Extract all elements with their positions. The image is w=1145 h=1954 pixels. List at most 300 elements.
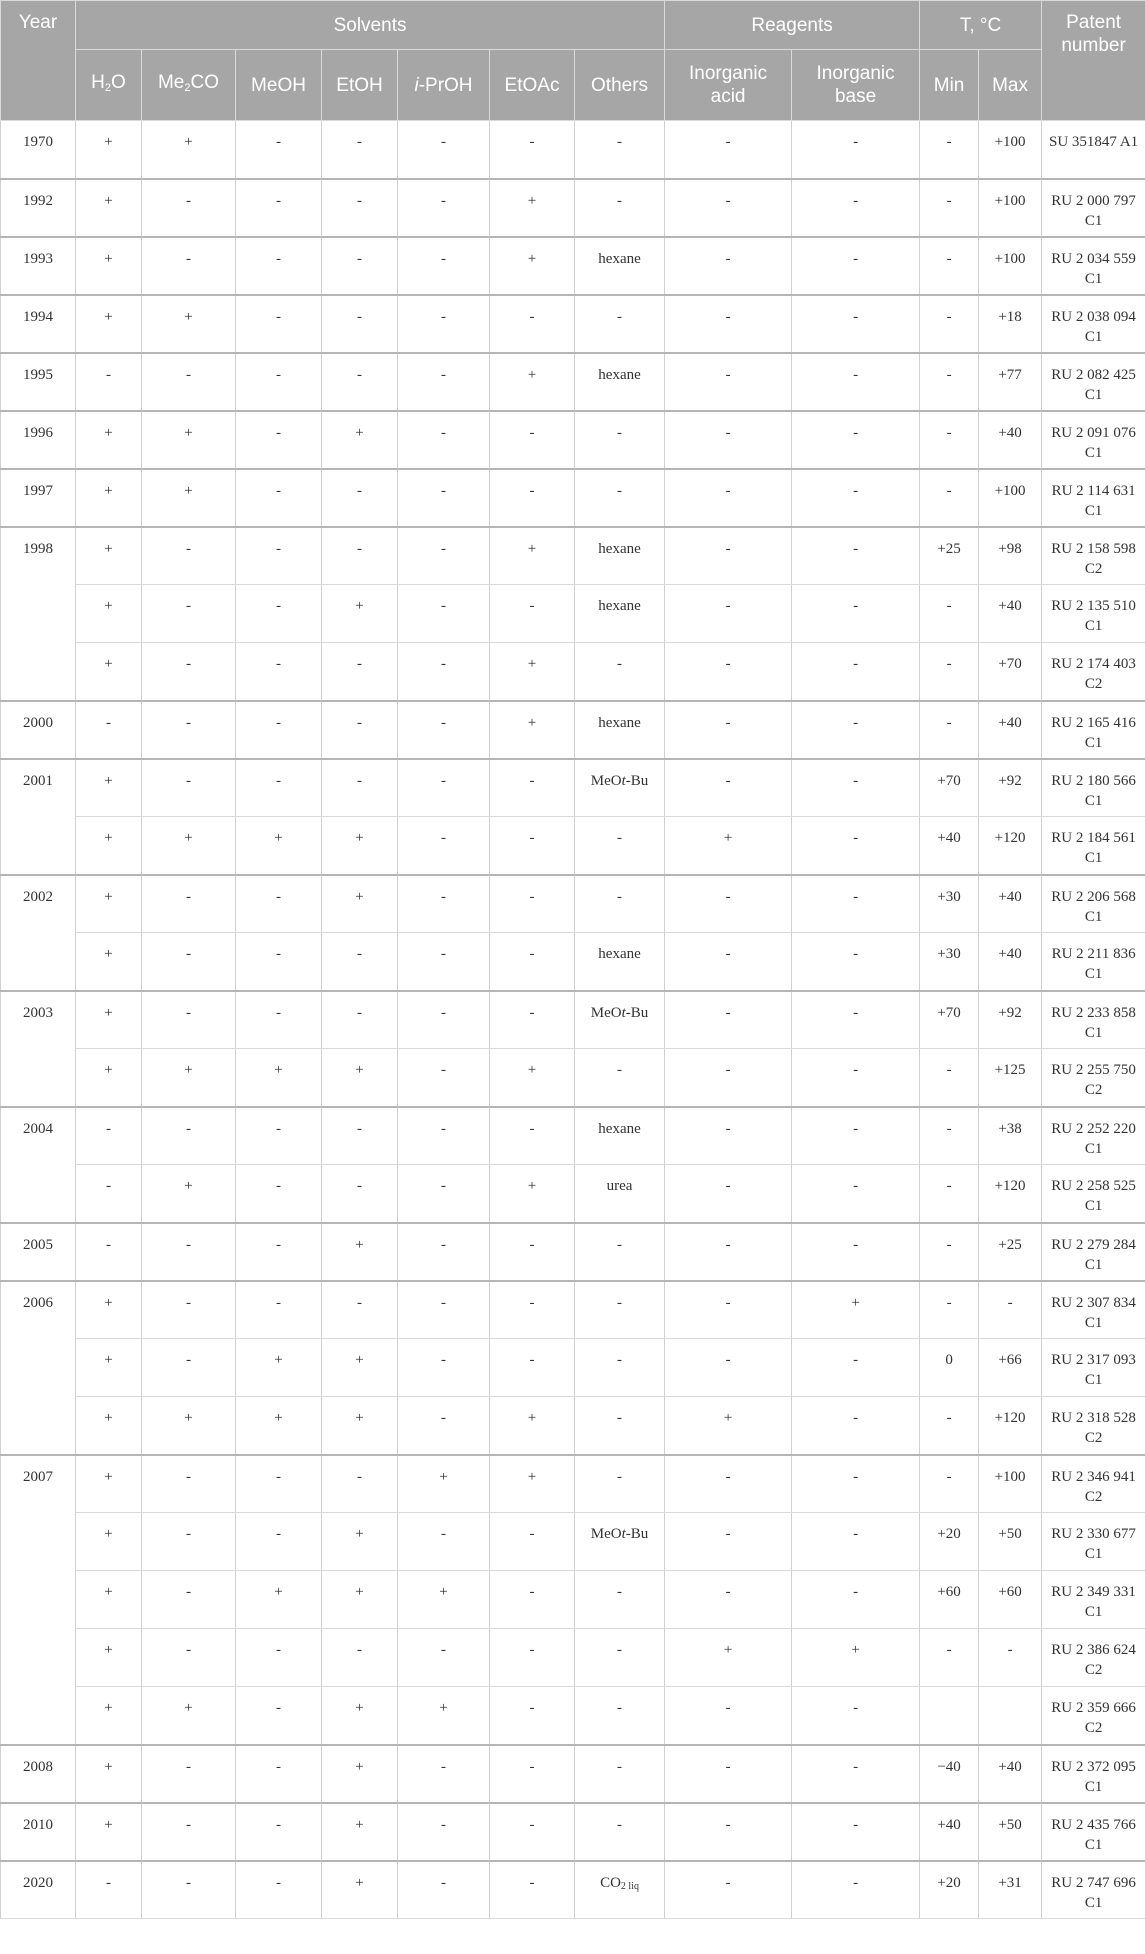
etoac-cell: - — [490, 295, 575, 353]
min-temp-cell: - — [920, 469, 979, 527]
patent-number-cell: RU 2 317 093 C1 — [1042, 1339, 1145, 1397]
inorganic-acid-cell: - — [665, 295, 792, 353]
others-cell: - — [575, 1223, 665, 1281]
inorganic-acid-cell: - — [665, 1223, 792, 1281]
me2co-cell: - — [142, 1281, 236, 1339]
patent-number-cell: RU 2 258 525 C1 — [1042, 1165, 1145, 1223]
me2co-cell: - — [142, 643, 236, 701]
max-temp-cell: - — [979, 1629, 1042, 1687]
etoac-cell: + — [490, 643, 575, 701]
patent-number-cell: RU 2 082 425 C1 — [1042, 353, 1145, 411]
inorganic-base-cell: - — [792, 1687, 920, 1745]
patent-number-cell: RU 2 318 528 C2 — [1042, 1397, 1145, 1455]
table-row — [1, 643, 1145, 701]
others-cell: - — [575, 1745, 665, 1803]
max-temp-cell: +100 — [979, 1455, 1042, 1513]
others-cell: MeOt-Bu — [575, 1513, 665, 1571]
meoh-cell: - — [236, 643, 322, 701]
max-temp-cell: +100 — [979, 469, 1042, 527]
inorganic-base-cell: - — [792, 1339, 920, 1397]
h2o-cell: + — [76, 237, 142, 295]
etoh-cell: + — [322, 1571, 398, 1629]
meoh-cell: - — [236, 1629, 322, 1687]
etoh-cell: + — [322, 1223, 398, 1281]
others-cell: - — [575, 1281, 665, 1339]
etoac-cell: + — [490, 1049, 575, 1107]
etoac-cell: - — [490, 1223, 575, 1281]
others-cell: hexane — [575, 353, 665, 411]
table-row — [1, 817, 1145, 875]
year-cell: 2010 — [1, 1803, 76, 1861]
etoh-cell: - — [322, 179, 398, 237]
me2co-cell: - — [142, 1107, 236, 1165]
year-cell: 2004 — [1, 1107, 76, 1223]
etoac-cell: - — [490, 1629, 575, 1687]
me2co-cell: - — [142, 991, 236, 1049]
inorganic-base-cell: - — [792, 817, 920, 875]
others-cell: hexane — [575, 527, 665, 585]
patent-number-cell: RU 2 038 094 C1 — [1042, 295, 1145, 353]
iproh-cell: + — [398, 1687, 490, 1745]
etoh-cell: + — [322, 1339, 398, 1397]
inorganic-acid-cell: - — [665, 875, 792, 933]
max-temp-cell: +66 — [979, 1339, 1042, 1397]
inorganic-acid-cell: - — [665, 1803, 792, 1861]
inorganic-base-cell: - — [792, 411, 920, 469]
meoh-cell: - — [236, 1513, 322, 1571]
others-cell: - — [575, 121, 665, 179]
max-temp-cell: +60 — [979, 1571, 1042, 1629]
etoh-cell: - — [322, 1165, 398, 1223]
etoac-cell: - — [490, 469, 575, 527]
solvents-header: Solvents — [76, 1, 665, 50]
inorganic-acid-cell: - — [665, 469, 792, 527]
table-row — [1, 469, 1145, 527]
iproh-cell: + — [398, 1571, 490, 1629]
table-row — [1, 1223, 1145, 1281]
patent-number-cell: RU 2 346 941 C2 — [1042, 1455, 1145, 1513]
meoh-cell: - — [236, 1107, 322, 1165]
iproh-cell: - — [398, 1107, 490, 1165]
others-cell: urea — [575, 1165, 665, 1223]
patent-number-cell: RU 2 174 403 C2 — [1042, 643, 1145, 701]
meoh-cell: - — [236, 1745, 322, 1803]
iproh-cell: - — [398, 295, 490, 353]
patent-number-cell: RU 2 307 834 C1 — [1042, 1281, 1145, 1339]
max-temp-cell: +40 — [979, 875, 1042, 933]
inorganic-base-cell: - — [792, 1455, 920, 1513]
iproh-cell: - — [398, 1745, 490, 1803]
table-row — [1, 991, 1145, 1049]
inorganic-base-cell: - — [792, 121, 920, 179]
etoac-cell: + — [490, 1455, 575, 1513]
inorganic-base-cell: - — [792, 1049, 920, 1107]
inorganic-base-cell: + — [792, 1629, 920, 1687]
min-temp-cell: - — [920, 179, 979, 237]
table-row — [1, 759, 1145, 817]
others-cell: - — [575, 875, 665, 933]
meoh-cell: - — [236, 1223, 322, 1281]
iproh-cell: - — [398, 585, 490, 643]
inorganic-acid-cell: - — [665, 411, 792, 469]
me2co-cell: - — [142, 701, 236, 759]
max-temp-cell: +77 — [979, 353, 1042, 411]
iproh-cell: - — [398, 179, 490, 237]
table-row — [1, 1455, 1145, 1513]
year-cell: 1998 — [1, 527, 76, 701]
inorganic-base-cell: - — [792, 179, 920, 237]
table-row — [1, 1745, 1145, 1803]
etoh-cell: + — [322, 1397, 398, 1455]
patent-number-cell: RU 2 255 750 C2 — [1042, 1049, 1145, 1107]
year-cell: 2001 — [1, 759, 76, 875]
min-temp-cell: +70 — [920, 759, 979, 817]
others-cell: - — [575, 1455, 665, 1513]
others-cell: MeOt-Bu — [575, 759, 665, 817]
me2co-cell: - — [142, 933, 236, 991]
h2o-cell: + — [76, 1455, 142, 1513]
min-temp-cell: +40 — [920, 1803, 979, 1861]
min-temp-cell: - — [920, 1165, 979, 1223]
table-row — [1, 1281, 1145, 1339]
etoh-cell: - — [322, 933, 398, 991]
patent-number-cell: RU 2 359 666 C2 — [1042, 1687, 1145, 1745]
inorganic-base-cell: - — [792, 1513, 920, 1571]
patent-number-cell: RU 2 386 624 C2 — [1042, 1629, 1145, 1687]
year-header: Year — [1, 1, 76, 121]
etoac-cell: - — [490, 411, 575, 469]
etoac-cell: + — [490, 353, 575, 411]
h2o-cell: + — [76, 875, 142, 933]
etoh-cell: - — [322, 121, 398, 179]
meoh-cell: - — [236, 1455, 322, 1513]
min-temp-cell: +20 — [920, 1513, 979, 1571]
meoh-cell: + — [236, 817, 322, 875]
inorganic-base-cell: - — [792, 237, 920, 295]
inorganic-acid-cell: - — [665, 759, 792, 817]
max-temp-cell: +40 — [979, 701, 1042, 759]
h2o-cell: + — [76, 1571, 142, 1629]
inorganic-acid-column-header: Inorganic acid — [665, 50, 792, 121]
others-cell: - — [575, 1629, 665, 1687]
min-temp-cell: +30 — [920, 933, 979, 991]
max-temp-cell: +50 — [979, 1803, 1042, 1861]
inorganic-acid-cell: - — [665, 527, 792, 585]
min-temp-cell: +25 — [920, 527, 979, 585]
iproh-cell: - — [398, 411, 490, 469]
meoh-cell: - — [236, 353, 322, 411]
etoh-cell: - — [322, 701, 398, 759]
table-row — [1, 1165, 1145, 1223]
me2co-cell: + — [142, 121, 236, 179]
h2o-cell: + — [76, 1049, 142, 1107]
table-row — [1, 1803, 1145, 1861]
inorganic-acid-cell: + — [665, 1629, 792, 1687]
inorganic-base-cell: - — [792, 875, 920, 933]
max-temp-cell: +120 — [979, 1397, 1042, 1455]
inorganic-acid-cell: - — [665, 1339, 792, 1397]
patent-number-cell: RU 2 349 331 C1 — [1042, 1571, 1145, 1629]
meoh-cell: - — [236, 1861, 322, 1919]
max-temp-cell — [979, 1687, 1042, 1745]
iproh-cell: - — [398, 1629, 490, 1687]
max-temp-cell: +40 — [979, 411, 1042, 469]
min-temp-cell: - — [920, 121, 979, 179]
h2o-cell: - — [76, 1165, 142, 1223]
inorganic-acid-cell: - — [665, 1165, 792, 1223]
iproh-cell: - — [398, 759, 490, 817]
inorganic-acid-cell: - — [665, 643, 792, 701]
h2o-cell: - — [76, 1861, 142, 1919]
table-row — [1, 527, 1145, 585]
inorganic-acid-cell: - — [665, 121, 792, 179]
iproh-cell: - — [398, 1513, 490, 1571]
me2co-cell: + — [142, 1687, 236, 1745]
min-temp-cell: - — [920, 411, 979, 469]
h2o-cell: + — [76, 527, 142, 585]
reagents-header: Reagents — [665, 1, 920, 50]
patent-number-cell: RU 2 165 416 C1 — [1042, 701, 1145, 759]
h2o-cell: + — [76, 469, 142, 527]
others-cell: hexane — [575, 585, 665, 643]
min-temp-cell: −40 — [920, 1745, 979, 1803]
meoh-cell: - — [236, 933, 322, 991]
etoh-cell: + — [322, 585, 398, 643]
inorganic-acid-cell: - — [665, 1049, 792, 1107]
iproh-cell: - — [398, 1049, 490, 1107]
etoh-cell: + — [322, 411, 398, 469]
inorganic-acid-cell: - — [665, 1687, 792, 1745]
iproh-cell: - — [398, 1861, 490, 1919]
others-cell: - — [575, 469, 665, 527]
etoac-cell: - — [490, 933, 575, 991]
me2co-cell: - — [142, 1745, 236, 1803]
year-cell: 2006 — [1, 1281, 76, 1455]
etoh-cell: + — [322, 1861, 398, 1919]
etoh-cell: - — [322, 991, 398, 1049]
min-temp-cell: - — [920, 1281, 979, 1339]
temperature-header: T, °C — [920, 1, 1042, 50]
table-row — [1, 1049, 1145, 1107]
h2o-cell: + — [76, 179, 142, 237]
me2co-cell: - — [142, 1339, 236, 1397]
etoac-cell: - — [490, 817, 575, 875]
min-temp-cell: - — [920, 1049, 979, 1107]
etoac-cell: - — [490, 121, 575, 179]
min-temp-cell: +20 — [920, 1861, 979, 1919]
iproh-cell: - — [398, 875, 490, 933]
min-temp-cell: +40 — [920, 817, 979, 875]
patent-number-cell: RU 2 184 561 C1 — [1042, 817, 1145, 875]
inorganic-base-cell: - — [792, 759, 920, 817]
inorganic-base-cell: - — [792, 701, 920, 759]
iproh-cell: - — [398, 1803, 490, 1861]
isopropanol-column-header: i-PrOH — [398, 50, 490, 121]
water-column-header: $H_2O$ — [76, 50, 142, 121]
h2o-cell: + — [76, 1397, 142, 1455]
table-row — [1, 933, 1145, 991]
table-row — [1, 875, 1145, 933]
me2co-cell: - — [142, 1455, 236, 1513]
others-cell: hexane — [575, 701, 665, 759]
h2o-cell: + — [76, 1745, 142, 1803]
me2co-cell: - — [142, 237, 236, 295]
etoac-cell: + — [490, 701, 575, 759]
min-temp-cell: +60 — [920, 1571, 979, 1629]
min-temp-cell: +30 — [920, 875, 979, 933]
table-row — [1, 1513, 1145, 1571]
etoac-cell: + — [490, 527, 575, 585]
inorganic-acid-cell: - — [665, 585, 792, 643]
patent-number-cell: RU 2 180 566 C1 — [1042, 759, 1145, 817]
meoh-cell: - — [236, 121, 322, 179]
h2o-cell: + — [76, 759, 142, 817]
others-cell: - — [575, 643, 665, 701]
max-temp-cell: +38 — [979, 1107, 1042, 1165]
inorganic-base-cell: + — [792, 1281, 920, 1339]
etoac-cell: - — [490, 1861, 575, 1919]
table-row — [1, 1339, 1145, 1397]
patent-number-cell: RU 2 091 076 C1 — [1042, 411, 1145, 469]
h2o-cell: + — [76, 585, 142, 643]
patent-number-cell: SU 351847 A1 — [1042, 121, 1145, 179]
patent-number-cell: RU 2 435 766 C1 — [1042, 1803, 1145, 1861]
h2o-cell: + — [76, 933, 142, 991]
table-row — [1, 295, 1145, 353]
table-row — [1, 353, 1145, 411]
min-temp-cell: - — [920, 1223, 979, 1281]
inorganic-acid-cell: - — [665, 1745, 792, 1803]
etoh-cell: - — [322, 643, 398, 701]
inorganic-acid-cell: - — [665, 179, 792, 237]
inorganic-acid-cell: - — [665, 237, 792, 295]
etoac-cell: + — [490, 237, 575, 295]
me2co-cell: - — [142, 179, 236, 237]
others-cell: - — [575, 1687, 665, 1745]
others-cell: CO2 liq — [575, 1861, 665, 1919]
inorganic-acid-cell: - — [665, 1513, 792, 1571]
h2o-cell: - — [76, 1107, 142, 1165]
max-temp-cell: +100 — [979, 179, 1042, 237]
others-cell: - — [575, 1339, 665, 1397]
meoh-cell: - — [236, 1687, 322, 1745]
min-temp-cell: - — [920, 1629, 979, 1687]
iproh-cell: - — [398, 1165, 490, 1223]
inorganic-base-cell: - — [792, 1745, 920, 1803]
me2co-cell: + — [142, 817, 236, 875]
me2co-cell: - — [142, 527, 236, 585]
others-cell: - — [575, 1803, 665, 1861]
year-cell: 2003 — [1, 991, 76, 1107]
etoac-cell: - — [490, 759, 575, 817]
iproh-cell: - — [398, 991, 490, 1049]
max-temp-cell: +120 — [979, 817, 1042, 875]
h2o-cell: + — [76, 1803, 142, 1861]
others-cell: - — [575, 1397, 665, 1455]
min-temp-cell: +70 — [920, 991, 979, 1049]
inorganic-base-cell: - — [792, 353, 920, 411]
meoh-cell: - — [236, 411, 322, 469]
inorganic-acid-cell: - — [665, 1861, 792, 1919]
inorganic-acid-cell: - — [665, 701, 792, 759]
meoh-cell: - — [236, 1803, 322, 1861]
h2o-cell: + — [76, 1513, 142, 1571]
others-cell: - — [575, 179, 665, 237]
meoh-cell: - — [236, 759, 322, 817]
me2co-cell: - — [142, 875, 236, 933]
inorganic-base-cell: - — [792, 933, 920, 991]
max-temp-cell: +31 — [979, 1861, 1042, 1919]
year-cell: 2008 — [1, 1745, 76, 1803]
meoh-cell: + — [236, 1339, 322, 1397]
patent-number-cell: RU 2 114 631 C1 — [1042, 469, 1145, 527]
patent-number-cell: RU 2 279 284 C1 — [1042, 1223, 1145, 1281]
iproh-cell: - — [398, 469, 490, 527]
iproh-cell: - — [398, 701, 490, 759]
others-cell: - — [575, 411, 665, 469]
year-cell: 1995 — [1, 353, 76, 411]
max-temp-cell: +70 — [979, 643, 1042, 701]
year-cell: 2000 — [1, 701, 76, 759]
inorganic-acid-cell: - — [665, 1281, 792, 1339]
table-row — [1, 585, 1145, 643]
me2co-cell: - — [142, 585, 236, 643]
iproh-cell: - — [398, 817, 490, 875]
etoh-cell: - — [322, 1629, 398, 1687]
etoac-cell: - — [490, 875, 575, 933]
max-temp-cell: +125 — [979, 1049, 1042, 1107]
inorganic-acid-cell: - — [665, 1455, 792, 1513]
others-cell: - — [575, 295, 665, 353]
max-temp-cell: +25 — [979, 1223, 1042, 1281]
min-temp-cell — [920, 1687, 979, 1745]
max-temp-cell: - — [979, 1281, 1042, 1339]
year-cell: 2007 — [1, 1455, 76, 1745]
iproh-cell: + — [398, 1455, 490, 1513]
etoac-cell: - — [490, 1571, 575, 1629]
acetone-column-header: $Me_2CO$ — [142, 50, 236, 121]
patent-number-cell: RU 2 372 095 C1 — [1042, 1745, 1145, 1803]
year-cell: 1996 — [1, 411, 76, 469]
meoh-cell: - — [236, 469, 322, 527]
etoac-cell: + — [490, 1165, 575, 1223]
h2o-cell: + — [76, 1687, 142, 1745]
iproh-cell: - — [398, 1223, 490, 1281]
h2o-cell: + — [76, 1629, 142, 1687]
min-temp-cell: - — [920, 353, 979, 411]
h2o-cell: + — [76, 991, 142, 1049]
h2o-cell: + — [76, 411, 142, 469]
ethyl-acetate-column-header: EtOAc — [490, 50, 575, 121]
others-cell: MeOt-Bu — [575, 991, 665, 1049]
others-cell: hexane — [575, 1107, 665, 1165]
inorganic-base-cell: - — [792, 643, 920, 701]
year-cell: 1994 — [1, 295, 76, 353]
me2co-cell: + — [142, 411, 236, 469]
min-temp-cell: - — [920, 643, 979, 701]
table-row — [1, 1861, 1145, 1919]
inorganic-acid-cell: - — [665, 1107, 792, 1165]
max-temp-column-header: Max — [979, 50, 1042, 121]
etoac-cell: - — [490, 1281, 575, 1339]
max-temp-cell: +92 — [979, 759, 1042, 817]
min-temp-column-header: Min — [920, 50, 979, 121]
others-column-header: Others — [575, 50, 665, 121]
inorganic-base-cell: - — [792, 1803, 920, 1861]
etoh-cell: - — [322, 1107, 398, 1165]
me2co-cell: + — [142, 469, 236, 527]
iproh-cell: - — [398, 527, 490, 585]
